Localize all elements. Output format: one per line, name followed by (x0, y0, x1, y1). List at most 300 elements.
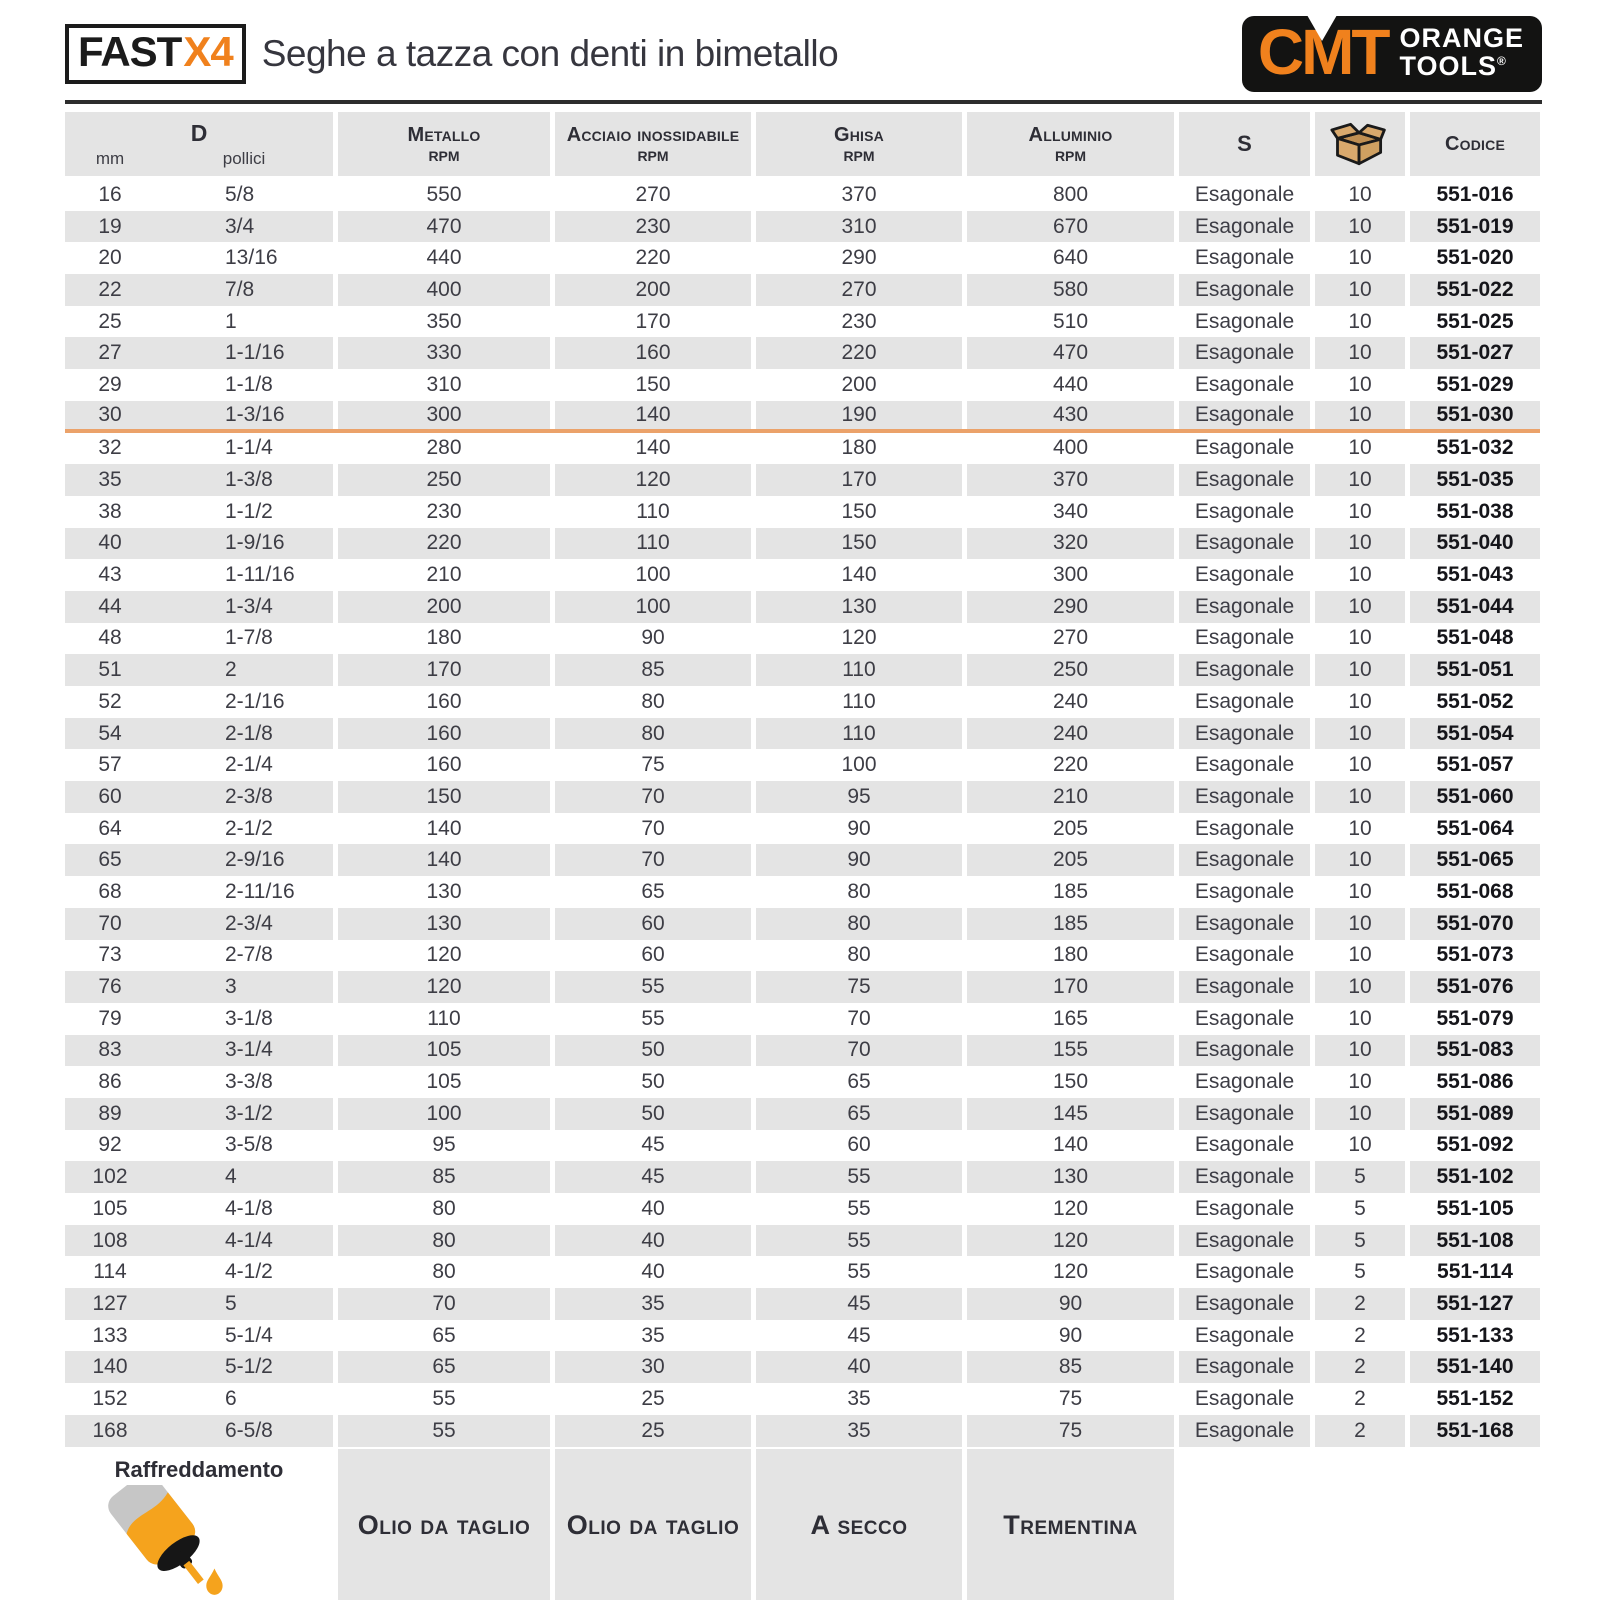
mm-value: 108 (92, 1228, 128, 1252)
product-code: 551-032 (1436, 436, 1514, 460)
cast-iron-rpm: 270 (756, 274, 962, 306)
column-header-cast-iron: Ghisa RPM (756, 112, 962, 176)
box-quantity: 10 (1315, 781, 1405, 813)
shank-type: Esagonale (1179, 654, 1310, 686)
diameter-cell (65, 496, 333, 528)
aluminum-rpm: 85 (967, 1351, 1174, 1383)
metal-rpm: 80 (338, 1225, 550, 1257)
table-row (65, 1415, 1540, 1447)
inches-value: 4-1/8 (225, 1196, 273, 1220)
diameter-cell (65, 1288, 333, 1320)
table-row (65, 654, 1540, 686)
stainless-rpm: 35 (555, 1288, 751, 1320)
diameter-cell (65, 940, 333, 972)
shank-type: Esagonale (1179, 718, 1310, 750)
cast-iron-rpm: 120 (841, 626, 877, 650)
box-quantity: 10 (1315, 401, 1405, 429)
stainless-rpm: 25 (641, 1386, 665, 1410)
box-quantity: 10 (1315, 1035, 1405, 1067)
table-row (65, 1320, 1540, 1352)
product-code: 551-152 (1436, 1386, 1514, 1410)
cast-iron-rpm: 290 (841, 246, 877, 270)
metal-rpm: 310 (426, 372, 462, 396)
mm-value: 105 (92, 1196, 128, 1220)
cast-iron-rpm: 310 (756, 211, 962, 243)
mm-value: 102 (92, 1165, 128, 1189)
mm-value: 89 (98, 1101, 122, 1125)
cast-iron-rpm: 55 (756, 1225, 962, 1257)
product-code: 551-133 (1436, 1323, 1514, 1347)
mm-value: 152 (92, 1386, 128, 1410)
stainless-rpm: 45 (555, 1161, 751, 1193)
stainless-rpm: 270 (635, 182, 671, 206)
diameter-cell (65, 1383, 333, 1415)
stainless-rpm: 40 (641, 1260, 665, 1284)
cast-iron-rpm: 80 (847, 943, 871, 967)
cast-iron-rpm: 45 (847, 1323, 871, 1347)
column-header-diameter (65, 112, 333, 176)
diameter-cell (65, 876, 333, 908)
box-quantity: 10 (1348, 372, 1372, 396)
shank-type: Esagonale (1194, 816, 1295, 840)
product-code: 551-079 (1436, 1006, 1514, 1030)
mm-value: 79 (98, 1006, 122, 1030)
table-row (65, 876, 1540, 908)
table-row (65, 369, 1540, 401)
product-code: 551-105 (1436, 1196, 1514, 1220)
diameter-cell (65, 781, 333, 813)
shank-type: Esagonale (1179, 591, 1310, 623)
aluminum-rpm: 170 (967, 971, 1174, 1003)
aluminum-rpm: 185 (967, 908, 1174, 940)
metal-rpm: 140 (426, 816, 462, 840)
inches-value: 1-3/8 (225, 468, 273, 492)
mm-value: 54 (98, 721, 122, 745)
box-quantity: 10 (1348, 309, 1372, 333)
table-row (65, 844, 1540, 876)
metal-rpm: 110 (427, 1006, 461, 1030)
inches-value: 6-5/8 (225, 1418, 273, 1442)
cast-iron-rpm: 90 (847, 816, 871, 840)
diameter-cell (65, 591, 333, 623)
table-row (65, 337, 1540, 369)
stainless-rpm: 50 (555, 1035, 751, 1067)
coolant-footer-row (65, 1449, 1540, 1599)
product-code: 551-052 (1436, 689, 1514, 713)
table-row (65, 940, 1540, 972)
mm-value: 22 (98, 277, 122, 301)
stainless-rpm: 50 (641, 1070, 665, 1094)
table-row (65, 559, 1540, 591)
shank-type: Esagonale (1194, 626, 1295, 650)
mm-value: 44 (98, 594, 122, 618)
shank-type: Esagonale (1179, 211, 1310, 243)
cast-iron-rpm: 55 (847, 1196, 871, 1220)
aluminum-rpm: 75 (967, 1415, 1174, 1447)
table-row (65, 211, 1540, 243)
table-row (65, 1003, 1540, 1035)
stainless-rpm: 100 (635, 563, 671, 587)
inches-value: 3-1/2 (225, 1101, 273, 1125)
shank-type: Esagonale (1179, 464, 1310, 496)
shank-type: Esagonale (1194, 372, 1295, 396)
cast-iron-rpm: 130 (756, 591, 962, 623)
mm-value: 168 (92, 1418, 128, 1442)
cast-iron-rpm: 55 (847, 1260, 871, 1284)
mm-value: 86 (98, 1070, 122, 1094)
product-code: 551-054 (1410, 718, 1540, 750)
stainless-rpm: 70 (555, 781, 751, 813)
inches-value: 2-1/4 (225, 753, 273, 777)
mm-value: 43 (98, 563, 122, 587)
metal-rpm: 470 (338, 211, 550, 243)
cast-iron-rpm: 55 (756, 1161, 962, 1193)
stainless-rpm: 220 (635, 246, 671, 270)
product-code: 551-083 (1410, 1035, 1540, 1067)
box-quantity: 10 (1348, 1133, 1372, 1157)
shank-type: Esagonale (1179, 971, 1310, 1003)
mm-value: 48 (98, 626, 122, 650)
inches-value: 7/8 (225, 277, 255, 301)
stainless-rpm: 25 (555, 1415, 751, 1447)
aluminum-rpm: 270 (1052, 626, 1089, 650)
inches-value: 4-1/2 (225, 1260, 273, 1284)
mm-value: 51 (98, 658, 122, 682)
aluminum-rpm: 90 (1058, 1323, 1083, 1347)
cooling-cell (65, 1449, 333, 1600)
aluminum-rpm: 165 (1052, 1006, 1089, 1030)
cast-iron-rpm: 100 (841, 753, 877, 777)
cast-iron-rpm: 200 (841, 372, 877, 396)
box-quantity: 10 (1348, 943, 1372, 967)
product-code: 551-127 (1410, 1288, 1540, 1320)
shank-type: Esagonale (1179, 1415, 1310, 1447)
shank-type: Esagonale (1194, 689, 1295, 713)
aluminum-rpm: 320 (967, 528, 1174, 560)
coolant-stainless: Olio da taglio (555, 1449, 751, 1600)
shank-type: Esagonale (1194, 1260, 1295, 1284)
diameter-cell (65, 1003, 333, 1035)
box-quantity: 10 (1348, 182, 1372, 206)
diameter-cell (65, 749, 333, 781)
column-header-package (1315, 112, 1405, 176)
footer-empty-package (1315, 1449, 1405, 1600)
table-row (65, 1161, 1540, 1193)
shank-type: Esagonale (1179, 1035, 1310, 1067)
mm-value: 64 (98, 816, 122, 840)
product-code: 551-060 (1410, 781, 1540, 813)
metal-rpm: 100 (338, 1098, 550, 1130)
box-quantity: 2 (1315, 1351, 1405, 1383)
inches-value: 3 (225, 975, 237, 999)
product-code: 551-064 (1436, 816, 1514, 840)
table-row (65, 1193, 1540, 1225)
shank-type: Esagonale (1194, 1006, 1295, 1030)
box-quantity: 5 (1354, 1260, 1366, 1284)
shank-type: Esagonale (1194, 1323, 1295, 1347)
shank-type: Esagonale (1194, 499, 1295, 523)
inches-value: 3-3/8 (225, 1070, 273, 1094)
stainless-rpm: 60 (555, 908, 751, 940)
cast-iron-rpm: 95 (756, 781, 962, 813)
metal-rpm: 140 (338, 844, 550, 876)
table-row (65, 1225, 1540, 1257)
cmt-letters: CMT (1257, 16, 1388, 88)
cast-iron-rpm: 110 (756, 654, 962, 686)
shank-type: Esagonale (1194, 1133, 1295, 1157)
product-code: 551-020 (1436, 246, 1514, 270)
cast-iron-rpm: 40 (756, 1351, 962, 1383)
metal-rpm: 280 (426, 436, 462, 460)
product-code: 551-057 (1436, 753, 1514, 777)
cast-iron-rpm: 220 (756, 337, 962, 369)
diameter-cell (65, 1035, 333, 1067)
stainless-rpm: 200 (555, 274, 751, 306)
mm-value: 76 (98, 975, 122, 999)
metal-rpm: 330 (338, 337, 550, 369)
table-row (65, 781, 1540, 813)
table-row (65, 1098, 1540, 1130)
stainless-rpm: 160 (555, 337, 751, 369)
box-quantity: 10 (1315, 274, 1405, 306)
shank-type: Esagonale (1179, 274, 1310, 306)
shank-type: Esagonale (1194, 943, 1295, 967)
diameter-cell (65, 623, 333, 655)
table-row (65, 971, 1540, 1003)
cast-iron-rpm: 370 (841, 182, 877, 206)
aluminum-rpm: 440 (1052, 372, 1089, 396)
stainless-rpm: 55 (641, 1006, 665, 1030)
cast-iron-rpm: 45 (756, 1288, 962, 1320)
table-row (65, 1288, 1540, 1320)
diameter-units (65, 149, 333, 169)
box-quantity: 10 (1315, 718, 1405, 750)
shank-type: Esagonale (1179, 1098, 1310, 1130)
product-code: 551-140 (1410, 1351, 1540, 1383)
mm-value: 19 (98, 214, 122, 238)
diameter-cell (65, 1193, 333, 1225)
table-row (65, 591, 1540, 623)
metal-rpm: 160 (338, 718, 550, 750)
product-code: 551-029 (1436, 372, 1514, 396)
inches-value: 2-11/16 (225, 879, 295, 903)
table-row (65, 274, 1540, 306)
metal-rpm: 170 (338, 654, 550, 686)
shank-type: Esagonale (1194, 309, 1295, 333)
coolant-cast-iron: A secco (756, 1449, 962, 1600)
diameter-cell (65, 813, 333, 845)
aluminum-rpm: 470 (967, 337, 1174, 369)
coolant-aluminum: Trementina (967, 1449, 1174, 1600)
box-quantity: 10 (1348, 689, 1372, 713)
aluminum-rpm: 140 (1052, 1133, 1089, 1157)
mm-value: 16 (98, 182, 122, 206)
shank-type: Esagonale (1179, 1161, 1310, 1193)
table-row (65, 1130, 1540, 1162)
box-quantity: 10 (1348, 563, 1372, 587)
product-code: 551-030 (1410, 401, 1540, 429)
aluminum-rpm: 155 (967, 1035, 1174, 1067)
shank-type: Esagonale (1179, 908, 1310, 940)
product-code: 551-048 (1436, 626, 1514, 650)
table-row (65, 528, 1540, 560)
table-row (65, 1066, 1540, 1098)
cmt-tools-line: TOOLS® (1399, 51, 1507, 81)
product-code: 551-114 (1437, 1260, 1513, 1284)
aluminum-rpm: 290 (967, 591, 1174, 623)
fastx4-logo (65, 24, 246, 83)
inches-value: 2-3/4 (225, 911, 273, 935)
diameter-cell (65, 369, 333, 401)
metal-rpm: 65 (432, 1323, 456, 1347)
box-quantity: 10 (1348, 436, 1372, 460)
cooling-label: Raffreddamento (114, 1456, 284, 1482)
aluminum-rpm: 180 (1052, 943, 1089, 967)
stainless-rpm: 120 (555, 464, 751, 496)
mm-value: 20 (98, 246, 122, 270)
aluminum-rpm: 340 (1052, 499, 1089, 523)
stainless-rpm: 60 (641, 943, 665, 967)
stainless-rpm: 80 (641, 689, 665, 713)
footer-empty-shank (1179, 1449, 1310, 1600)
cast-iron-rpm: 180 (841, 436, 877, 460)
inches-value: 4-1/4 (225, 1228, 273, 1252)
cast-iron-rpm: 110 (842, 689, 876, 713)
box-quantity: 10 (1315, 1098, 1405, 1130)
speed-table (65, 112, 1540, 1599)
product-code: 551-019 (1410, 211, 1540, 243)
diameter-cell (65, 1161, 333, 1193)
inches-value: 1-1/2 (225, 499, 273, 523)
product-code: 551-040 (1410, 528, 1540, 560)
product-code: 551-051 (1410, 654, 1540, 686)
product-code: 551-168 (1410, 1415, 1540, 1447)
inches-value: 1-7/8 (225, 626, 273, 650)
shank-type: Esagonale (1179, 401, 1310, 429)
diameter-cell (65, 1351, 333, 1383)
stainless-rpm: 70 (555, 844, 751, 876)
aluminum-rpm: 210 (967, 781, 1174, 813)
shank-type: Esagonale (1179, 528, 1310, 560)
metal-rpm: 220 (338, 528, 550, 560)
box-quantity: 10 (1315, 908, 1405, 940)
diameter-cell (65, 274, 333, 306)
diameter-cell (65, 337, 333, 369)
shank-type: Esagonale (1194, 1196, 1295, 1220)
aluminum-rpm: 185 (1052, 879, 1089, 903)
metal-rpm: 160 (426, 689, 462, 713)
cast-iron-rpm: 80 (756, 908, 962, 940)
cast-iron-rpm: 150 (756, 528, 962, 560)
metal-rpm: 160 (426, 753, 462, 777)
coolant-metal: Olio da taglio (338, 1449, 550, 1600)
box-quantity: 2 (1354, 1323, 1366, 1347)
page-title: Seghe a tazza con denti in bimetallo (261, 32, 839, 74)
diameter-cell (65, 306, 333, 338)
metal-rpm: 440 (426, 246, 462, 270)
aluminum-rpm: 430 (967, 401, 1174, 429)
box-quantity: 10 (1315, 528, 1405, 560)
metal-rpm: 230 (426, 499, 462, 523)
shank-type: Esagonale (1179, 1351, 1310, 1383)
product-code: 551-086 (1436, 1070, 1514, 1094)
inches-value: 2-1/2 (225, 816, 273, 840)
inches-value: 5 (225, 1291, 237, 1315)
table-row (65, 749, 1540, 781)
inches-value: 2-1/16 (225, 689, 285, 713)
diameter-cell (65, 1098, 333, 1130)
product-code: 551-035 (1410, 464, 1540, 496)
box-quantity: 10 (1315, 971, 1405, 1003)
box-quantity: 10 (1348, 879, 1372, 903)
diameter-cell (65, 718, 333, 750)
stainless-rpm: 100 (555, 591, 751, 623)
inches-value: 2-1/8 (225, 721, 273, 745)
diameter-cell (65, 401, 333, 429)
box-quantity: 10 (1315, 844, 1405, 876)
cmt-logo (1242, 16, 1542, 92)
cast-iron-rpm: 110 (756, 718, 962, 750)
stainless-rpm: 110 (636, 499, 670, 523)
aluminum-rpm: 510 (1052, 309, 1089, 333)
metal-rpm: 120 (426, 943, 462, 967)
inches-value: 3-5/8 (225, 1133, 273, 1157)
metal-rpm: 105 (426, 1070, 462, 1094)
product-code: 551-025 (1436, 309, 1514, 333)
inches-value: 2-7/8 (225, 943, 273, 967)
inches-value: 3-1/4 (225, 1038, 273, 1062)
diameter-cell (65, 1066, 333, 1098)
stainless-rpm: 140 (635, 436, 671, 460)
box-quantity: 10 (1315, 654, 1405, 686)
diameter-cell (65, 179, 333, 211)
mm-value: 29 (98, 372, 122, 396)
mm-value: 57 (98, 753, 122, 777)
aluminum-rpm: 220 (1052, 753, 1089, 777)
mm-value: 92 (98, 1133, 122, 1157)
stainless-rpm: 170 (635, 309, 671, 333)
stainless-rpm: 230 (555, 211, 751, 243)
mm-value: 68 (98, 879, 122, 903)
table-row (65, 1351, 1540, 1383)
mm-value: 133 (92, 1323, 128, 1347)
inches-unit-label: pollici (222, 148, 266, 168)
table-row (65, 908, 1540, 940)
stainless-rpm: 65 (641, 879, 665, 903)
stainless-rpm: 90 (641, 626, 665, 650)
shank-type: Esagonale (1194, 1070, 1295, 1094)
oil-can-icon (102, 1485, 267, 1600)
box-quantity: 5 (1354, 1196, 1366, 1220)
inches-value: 2-9/16 (225, 848, 285, 872)
diameter-cell (65, 211, 333, 243)
shank-type: Esagonale (1194, 436, 1295, 460)
metal-rpm: 95 (432, 1133, 456, 1157)
box-quantity: 10 (1348, 816, 1372, 840)
metal-rpm: 350 (426, 309, 462, 333)
inches-value: 2 (225, 658, 237, 682)
inches-value: 5-1/4 (225, 1323, 273, 1347)
column-header-aluminum: Alluminio RPM (967, 112, 1174, 176)
box-icon (1330, 120, 1390, 168)
box-quantity: 10 (1315, 211, 1405, 243)
header-left (65, 24, 838, 83)
header-divider (65, 100, 1542, 104)
footer-empty-code (1410, 1449, 1540, 1600)
diameter-cell (65, 1415, 333, 1447)
box-quantity: 10 (1348, 1070, 1372, 1094)
box-quantity: 10 (1315, 591, 1405, 623)
